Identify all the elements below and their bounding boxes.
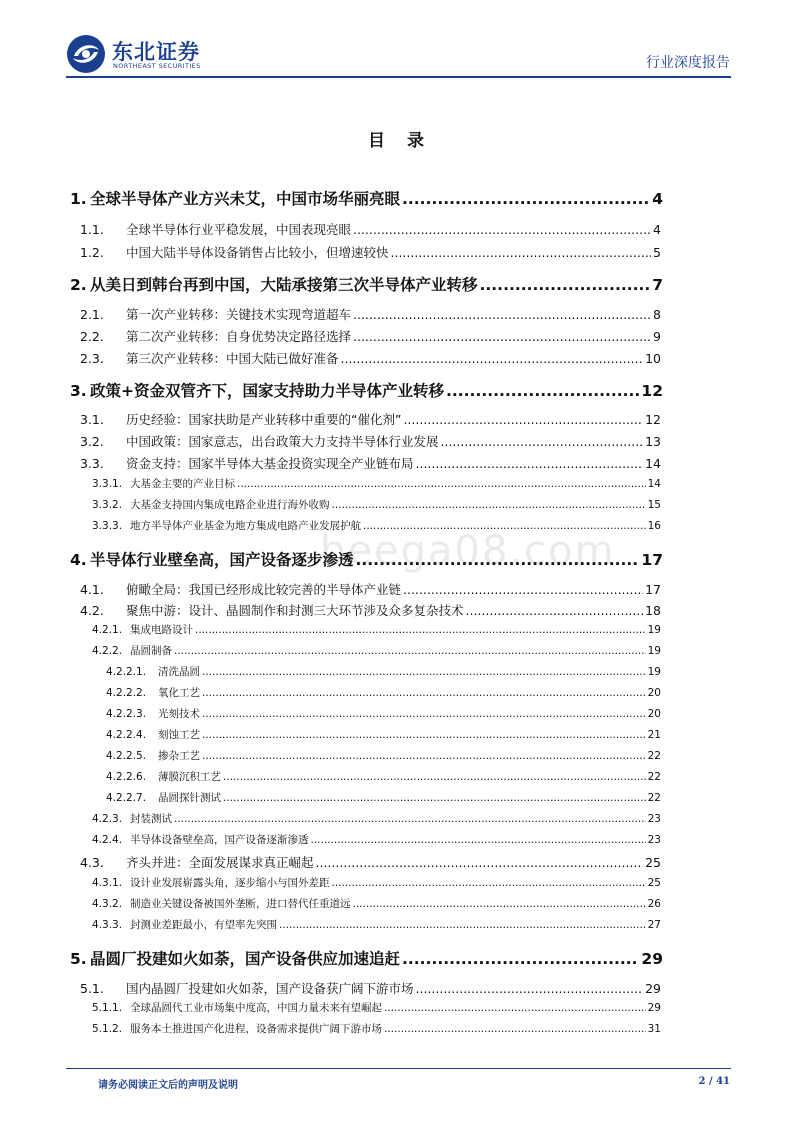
- toc-entry-level-1[interactable]: [70, 379, 663, 401]
- toc-dot-leader: [202, 708, 646, 720]
- toc-dot-leader: [480, 276, 651, 294]
- toc-dot-leader: [202, 729, 646, 741]
- toc-dot-leader: [202, 666, 646, 678]
- toc-entry-page: 25: [645, 855, 661, 870]
- toc-entry-title: 全球半导体产业方兴未艾，中国市场华丽亮眼: [90, 190, 401, 208]
- toc-entry-level-3[interactable]: [92, 476, 661, 491]
- toc-entry-level-2[interactable]: [80, 305, 661, 323]
- toc-entry-number: 4.2.3.: [92, 813, 123, 825]
- toc-entry-title: 地方半导体产业基金为地方集成电路产业发展护航: [130, 520, 361, 532]
- toc-entry-page: 4: [653, 222, 661, 237]
- toc-dot-leader: [441, 434, 644, 449]
- toc-title: 目 录: [368, 131, 432, 151]
- toc-entry-title: 全球半导体行业平稳发展，中国表现亮眼: [126, 222, 352, 237]
- toc-dot-leader: [391, 245, 652, 260]
- toc-dot-leader: [195, 624, 646, 636]
- toc-entry-page: 14: [647, 478, 661, 490]
- toc-entry-title: 全球晶圆代工业市场集中度高，中国力量未来有望崛起: [130, 1002, 382, 1014]
- toc-entry-level-2[interactable]: [80, 220, 661, 238]
- toc-dot-leader: [402, 950, 639, 968]
- toc-dot-leader: [384, 1023, 646, 1035]
- toc-entry-level-4[interactable]: [106, 685, 661, 700]
- toc-dot-leader: [403, 412, 643, 427]
- toc-entry-title: 资金支持：国家半导体大基金投资实现全产业链布局: [126, 456, 414, 471]
- toc-entry-page: 9: [653, 329, 661, 344]
- toc-entry-level-2[interactable]: [80, 243, 661, 261]
- toc-dot-leader: [353, 898, 646, 910]
- toc-entry-title: 中国政策：国家意志，出台政策大力支持半导体行业发展: [126, 434, 439, 449]
- toc-entry-title: 制造业关键设备被国外垄断，进口替代任重道远: [130, 898, 351, 910]
- toc-entry-number: 4.2.2.5.: [106, 750, 147, 762]
- toc-entry-title: 第一次产业转移：关键技术实现弯道超车: [126, 307, 352, 322]
- toc-entry-page: 17: [641, 551, 663, 569]
- toc-entry-level-4[interactable]: [106, 664, 661, 679]
- toc-entry-level-3[interactable]: [92, 622, 661, 637]
- toc-entry-number: 3.: [70, 382, 87, 400]
- toc-entry-page: 19: [647, 666, 661, 678]
- toc-entry-page: 16: [647, 520, 661, 532]
- toc-entry-level-2[interactable]: [80, 327, 661, 345]
- toc-dot-leader: [202, 750, 646, 762]
- toc-entry-number: 4.2.2.3.: [106, 708, 147, 720]
- toc-entry-number: 1.: [70, 190, 87, 208]
- toc-entry-page: 31: [647, 1023, 661, 1035]
- toc-entry-level-1[interactable]: [70, 947, 663, 969]
- toc-entry-page: 19: [647, 645, 661, 657]
- toc-entry-title: 俯瞰全局：我国已经形成比较完善的半导体产业链: [126, 582, 402, 597]
- toc-entry-level-2[interactable]: [80, 349, 661, 367]
- toc-entry-level-3[interactable]: [92, 1000, 661, 1015]
- toc-entry-level-3[interactable]: [92, 811, 661, 826]
- toc-entry-page: 25: [647, 877, 661, 889]
- report-type: 行业深度报告: [646, 55, 730, 71]
- toc-dot-leader: [363, 520, 646, 532]
- toc-dot-leader: [416, 456, 644, 471]
- brand-logo-icon: [66, 34, 106, 74]
- toc-entry-level-3[interactable]: [92, 1021, 661, 1036]
- brand-name-en: NORTHEAST SECURITIES: [113, 62, 201, 70]
- toc-entry-number: 4.2.1.: [92, 624, 123, 636]
- toc-entry-title: 氧化工艺: [158, 687, 200, 699]
- toc-entry-page: 10: [645, 351, 661, 366]
- toc-entry-page: 22: [647, 750, 661, 762]
- toc-dot-leader: [202, 687, 646, 699]
- toc-dot-leader: [403, 582, 643, 597]
- footer-divider: [66, 1068, 731, 1069]
- toc-entry-number: 5.1.1.: [92, 1002, 123, 1014]
- toc-entry-page: 19: [647, 624, 661, 636]
- toc-entry-page: 20: [647, 708, 661, 720]
- toc-entry-title: 封测业差距最小，有望率先突围: [130, 919, 277, 931]
- toc-entry-number: 4.3.: [80, 855, 104, 870]
- toc-entry-level-1[interactable]: [70, 548, 663, 570]
- toc-entry-page: 29: [641, 950, 663, 968]
- toc-entry-title: 半导体设备壁垒高，国产设备逐渐渗透: [130, 834, 309, 846]
- toc-entry-title: 晶圆厂投建如火如荼，国产设备供应加速追赶: [90, 950, 401, 968]
- toc-entry-page: 15: [647, 499, 661, 511]
- toc-entry-number: 4.2.2.7.: [106, 792, 147, 804]
- footer-page-info: 2 / 41: [698, 1076, 730, 1087]
- toc-entry-number: 3.3.2.: [92, 499, 123, 511]
- toc-entry-title: 齐头并进：全面发展谋求真正崛起: [126, 855, 314, 870]
- toc-entry-page: 22: [647, 792, 661, 804]
- toc-entry-number: 4.2.4.: [92, 834, 123, 846]
- toc-entry-number: 1.1.: [80, 222, 104, 237]
- toc-entry-number: 3.2.: [80, 434, 104, 449]
- toc-entry-level-2[interactable]: [80, 432, 661, 450]
- toc-entry-number: 5.: [70, 950, 87, 968]
- toc-entry-level-1[interactable]: [70, 273, 663, 295]
- toc-dot-leader: [174, 645, 646, 657]
- toc-dot-leader: [446, 382, 639, 400]
- footer-disclaimer: 请务必阅读正文后的声明及说明: [98, 1080, 238, 1091]
- toc-entry-number: 3.3.3.: [92, 520, 123, 532]
- toc-dot-leader: [311, 834, 646, 846]
- toc-entry-title: 中国大陆半导体设备销售占比较小，但增速较快: [126, 245, 389, 260]
- toc-entry-number: 2.3.: [80, 351, 104, 366]
- toc-entry-title: 晶圆探针测试: [158, 792, 221, 804]
- toc-entry-title: 薄膜沉积工艺: [158, 771, 221, 783]
- toc-entry-level-3[interactable]: [92, 518, 661, 533]
- toc-entry-number: 3.1.: [80, 412, 104, 427]
- toc-entry-number: 4.2.2.6.: [106, 771, 147, 783]
- toc-dot-leader: [384, 1002, 646, 1014]
- toc-entry-number: 4.2.2.2.: [106, 687, 147, 699]
- toc-entry-level-2[interactable]: [80, 853, 661, 871]
- toc-dot-leader: [353, 222, 651, 237]
- toc-entry-page: 12: [645, 412, 661, 427]
- toc-entry-title: 刻蚀工艺: [158, 729, 200, 741]
- toc-entry-page: 14: [645, 456, 661, 471]
- toc-entry-title: 光刻技术: [158, 708, 200, 720]
- toc-dot-leader: [332, 877, 646, 889]
- page-header: [0, 0, 800, 80]
- toc-entry-title: 掺杂工艺: [158, 750, 200, 762]
- toc-entry-page: 23: [647, 834, 661, 846]
- toc-entry-number: 4.2.2.1.: [106, 666, 147, 678]
- toc-entry-page: 17: [645, 582, 661, 597]
- toc-entry-number: 4.: [70, 551, 87, 569]
- toc-entry-page: 5: [653, 245, 661, 260]
- toc-entry-level-4[interactable]: [106, 790, 661, 805]
- toc-dot-leader: [353, 307, 651, 322]
- toc-entry-page: 27: [647, 919, 661, 931]
- toc-entry-level-4[interactable]: [106, 769, 661, 784]
- toc-entry-level-2[interactable]: [80, 410, 661, 428]
- toc-entry-level-3[interactable]: [92, 875, 661, 890]
- toc-entry-level-2[interactable]: [80, 454, 661, 472]
- toc-entry-level-4[interactable]: [106, 748, 661, 763]
- toc-entry-level-2[interactable]: [80, 979, 661, 997]
- toc-entry-page: 4: [652, 190, 663, 208]
- toc-entry-title: 政策+资金双管齐下，国家支持助力半导体产业转移: [90, 382, 444, 400]
- toc-dot-leader: [353, 329, 651, 344]
- toc-entry-number: 4.3.3.: [92, 919, 123, 931]
- toc-entry-number: 2.: [70, 276, 87, 294]
- toc-entry-number: 4.3.2.: [92, 898, 123, 910]
- toc-dot-leader: [356, 551, 640, 569]
- toc-dot-leader: [174, 813, 646, 825]
- toc-entry-number: 4.2.: [80, 603, 104, 618]
- toc-entry-number: 2.2.: [80, 329, 104, 344]
- toc-entry-title: 大基金主要的产业目标: [130, 478, 235, 490]
- toc-entry-page: 12: [641, 382, 663, 400]
- toc-dot-leader: [466, 603, 644, 618]
- toc-entry-level-3[interactable]: [92, 917, 661, 932]
- toc-entry-number: 2.1.: [80, 307, 104, 322]
- toc-entry-page: 13: [645, 434, 661, 449]
- toc-dot-leader: [223, 771, 646, 783]
- toc-dot-leader: [341, 351, 644, 366]
- toc-dot-leader: [223, 792, 646, 804]
- toc-entry-page: 20: [647, 687, 661, 699]
- toc-dot-leader: [237, 478, 646, 490]
- toc-entry-page: 7: [652, 276, 663, 294]
- toc-entry-title: 从美日到韩台再到中国，大陆承接第三次半导体产业转移: [90, 276, 478, 294]
- toc-entry-number: 3.3.1.: [92, 478, 123, 490]
- toc-entry-title: 清洗晶圆: [158, 666, 200, 678]
- toc-entry-title: 服务本土推进国产化进程，设备需求提供广阔下游市场: [130, 1023, 382, 1035]
- toc-dot-leader: [332, 499, 646, 511]
- toc-entry-number: 1.2.: [80, 245, 104, 260]
- toc-entry-title: 第三次产业转移：中国大陆已做好准备: [126, 351, 339, 366]
- toc-entry-level-3[interactable]: [92, 643, 661, 658]
- toc-entry-level-2[interactable]: [80, 601, 661, 619]
- toc-dot-leader: [402, 190, 650, 208]
- toc-entry-number: 5.1.2.: [92, 1023, 123, 1035]
- toc-entry-title: 封装测试: [130, 813, 172, 825]
- brand-logo: [66, 34, 241, 74]
- toc-entry-title: 晶圆制备: [130, 645, 172, 657]
- toc-entry-title: 第二次产业转移：自身优势决定路径选择: [126, 329, 352, 344]
- toc-entry-page: 29: [645, 981, 661, 996]
- toc-entry-number: 4.2.2.4.: [106, 729, 147, 741]
- toc-entry-level-3[interactable]: [92, 832, 661, 847]
- toc-entry-page: 21: [647, 729, 661, 741]
- toc-entry-level-3[interactable]: [92, 497, 661, 512]
- toc-dot-leader: [316, 855, 644, 870]
- toc-entry-page: 29: [647, 1002, 661, 1014]
- toc-entry-page: 26: [647, 898, 661, 910]
- toc-entry-number: 4.3.1.: [92, 877, 123, 889]
- toc-entry-level-4[interactable]: [106, 727, 661, 742]
- watermark: beega08.com: [320, 528, 616, 574]
- toc-entry-number: 4.2.2.: [92, 645, 123, 657]
- header-divider: [66, 76, 731, 78]
- toc-entry-title: 大基金支持国内集成电路企业进行海外收购: [130, 499, 330, 511]
- toc-entry-level-1[interactable]: [70, 187, 663, 209]
- toc-entry-level-3[interactable]: [92, 896, 661, 911]
- toc-entry-number: 4.1.: [80, 582, 104, 597]
- toc-entry-title: 集成电路设计: [130, 624, 193, 636]
- toc-entry-title: 半导体行业壁垒高，国产设备逐步渗透: [90, 551, 354, 569]
- toc-dot-leader: [416, 981, 644, 996]
- brand-name-cn: 东北证券: [112, 40, 200, 64]
- toc-entry-level-4[interactable]: [106, 706, 661, 721]
- toc-entry-page: 8: [653, 307, 661, 322]
- toc-entry-page: 23: [647, 813, 661, 825]
- toc-entry-page: 22: [647, 771, 661, 783]
- toc-entry-title: 设计业发展崭露头角，逐步缩小与国外差距: [130, 877, 330, 889]
- toc-entry-level-2[interactable]: [80, 580, 661, 598]
- toc-entry-title: 历史经验：国家扶助是产业转移中重要的“催化剂”: [126, 412, 402, 427]
- toc-entry-title: 聚焦中游：设计、晶圆制作和封测三大环节涉及众多复杂技术: [126, 603, 464, 618]
- toc-dot-leader: [279, 919, 646, 931]
- toc-entry-number: 5.1.: [80, 981, 104, 996]
- toc-entry-number: 3.3.: [80, 456, 104, 471]
- toc-entry-title: 国内晶圆厂投建如火如荼，国产设备获广阔下游市场: [126, 981, 414, 996]
- toc-entry-page: 18: [645, 603, 661, 618]
